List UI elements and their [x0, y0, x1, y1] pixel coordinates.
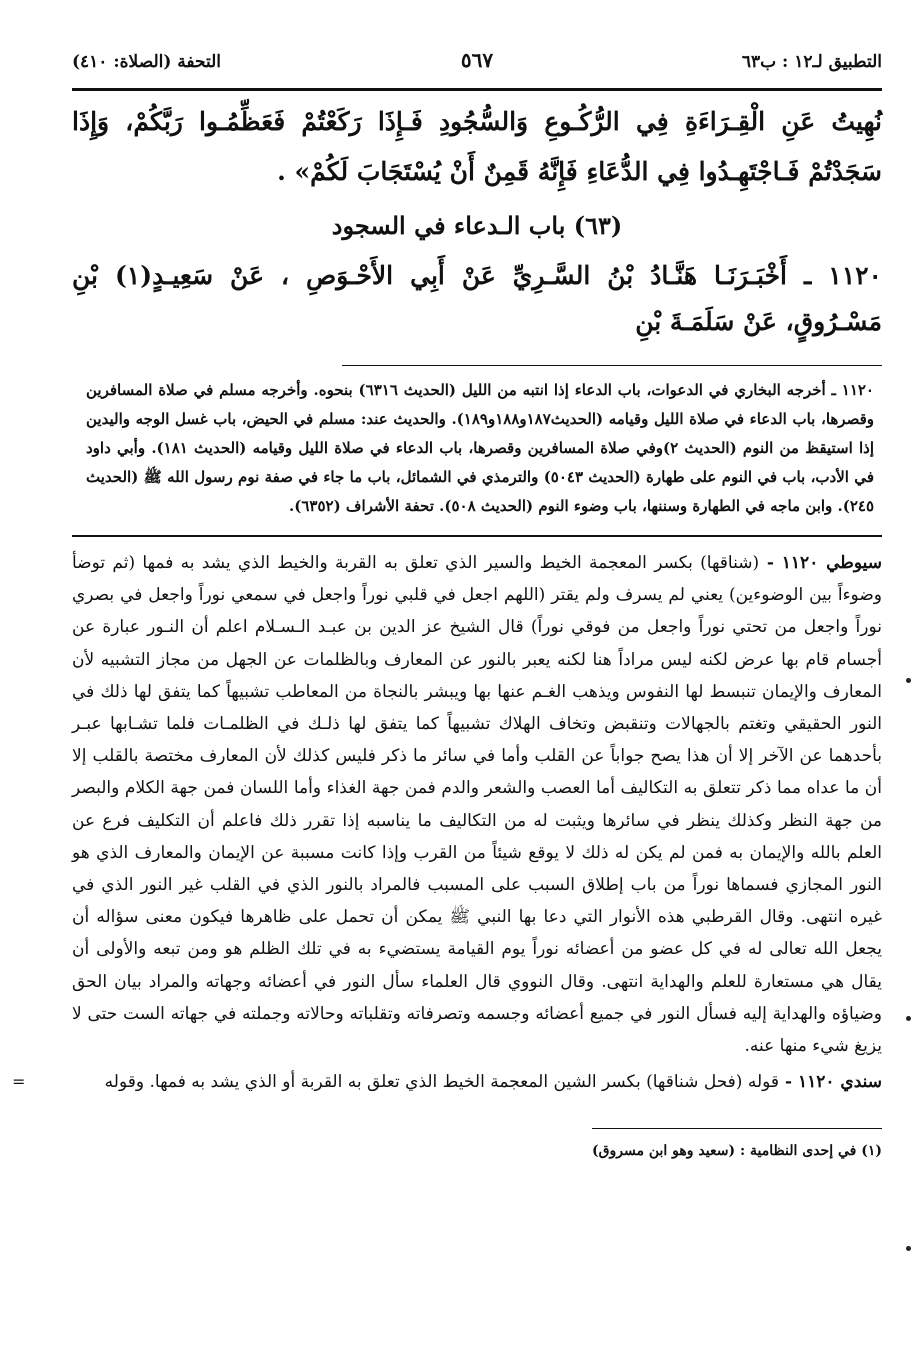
header-left: التحفة (الصلاة: ٤١٠)	[72, 52, 222, 72]
sindi-text: قوله (فحل شناقها) بكسر الشين المعجمة الخيط الذي تعلق به القربة أو الذي يشد به فمها. وقوله	[104, 1072, 780, 1093]
margin-dot	[906, 1246, 911, 1251]
margin-dot	[906, 1016, 911, 1021]
continuation-mark: =	[12, 1072, 26, 1092]
suyuti-label: سيوطي ١١٢٠ -	[759, 553, 882, 573]
takhrij-note: ١١٢٠ ـ أخرجه البخاري في الدعوات، باب الدعاء إذا انتبه من الليل (الحديث ٦٣١٦) بنحوه. وأخرجه مسلم في صلاة المسافرين وقصرها، باب الدعاء في صلاة الليل وقيامه (الحديث١٨٧و١٨٨و١٨٩). والحديث عند: مسلم في الحيض، باب غسل الوجه واليدين إذا استيقظ من النوم (الحديث ٢)وفي صلاة المسافرين وقصرها، باب الدعاء في صلاة الليل وقيامه (الحديث ١٨١). وأبي داود في الأدب، باب في النوم على طهارة (الحديث ٥٠٤٣) والترمذي في الشمائل، باب ما جاء في صفة نوم رسول الله ﷺ (الحديث ٢٤٥). وابن ماجه في الطهارة وسننها، باب وضوء النوم (الحديث ٥٠٨). تحفة الأشراف (٦٣٥٢).	[86, 381, 875, 515]
suyuti-commentary	[72, 547, 882, 1062]
margin-dot	[906, 678, 911, 683]
takhrij-rule	[342, 365, 882, 366]
page	[12, 40, 882, 1163]
sindi-commentary	[12, 1066, 882, 1098]
commentary-rule	[72, 535, 882, 537]
hadith-1120: ١١٢٠ ـ أَخْبَـرَنَـا هَنَّـادُ بْنُ السَّـرِيِّ عَنْ أَبِي الأَحْـوَصِ ، عَنْ سَعِيـدٍ(١) بْنِ مَسْـرُوقٍ، عَنْ سَلَمَـةَ بْنِ	[72, 261, 882, 336]
suyuti-text: (شناقها) بكسر المعجمة الخيط والسير الذي تعلق به القربة والخيط الذي يشد به فمها (ثم توضأ وضوءاً بين الوضوءين) يعني لم يسرف ولم يقتر (اللهم اجعل في قلبي نوراً واجعل في سمعي نوراً واجعل في بصري نوراً واجعل من تحتي نوراً واجعل من فوقي نوراً) قال الشيخ عز الدين بن عبـد الـسـلام اعلم أن النـور عبارة عن أجسام قام بها عرض لكنه ليس مراداً هنا لكنه يعبر بالنور عن المعارف وبالظلمات عن الجهل من مجاز التشبيه لأن المعارف والإيمان تنبسط لها النفوس ويذهب الغـم عنها بها ويبشر بالنجاة من المعاطب تشبيهاً كما يتفق لها ذلك في النور الحقيقي وتغتم بالجهالات وتنقبض وتخاف الهلاك تشبيهاً كما يتفق لها ذلـك في الظلمـات فلما تشـابها عبـر بأحدهما عن الآخر إلا أن هذا يصح جواباً عن القلب وأما في سائر ما ذكر فليس كذلك لأن المعارف مختصة بالقلب إلا أن ما عداه مما ذكر تتعلق به التكاليف أما العصب والشعر والدم فمن جهة الغذاء وأما اللسان فمن جهة الكلام والبصر من جهة النظر وكذلك ينظر في سائرها ويثبت له من التكاليف ما يناسبه إذا تقرر ذلك فاعلم أن التكليف فرع عن العلم بالله والإيمان به فمن لم يكن له ذلك لا يوقع شيئاً من القرب وإذا كانت مسببة عن الإيمان والمعارف الذي هو النور المجازي فسماها نوراً من باب إطلاق السبب على المسبب فالمراد بالنور الذي في القلب غير النور الذي في غيره انتهى. وقال القرطبي هذه الأنوار التي دعا بها النبي ﷺ يمكن أن تحمل على ظاهرها فيكون معنى سؤاله أن يجعل الله تعالى له في كل عضو من أعضائه نوراً يوم القيامة يستضيء به في تلك الظلم هو ومن تبعه والأولى أن يقال هي مستعارة للعلم والهداية انتهى. وقال النووي قال العلماء سأل النور في أعضائه وجهاته والمراد بيان الحق وضياؤه والهداية إليه فسأل النور في جميع أعضائه وجسمه وتصرفاته وتقلباته وحالاته وجملته في جهاته الست حتى لا يزيغ شيء منها عنه.	[72, 553, 882, 1057]
footnote: (١) في إحدى النظامية : (سعيد وهو ابن مسروق)	[592, 1143, 882, 1160]
chapter-title: (٦٣) باب الـدعاء في السجود	[331, 211, 623, 240]
sindi-label: سندي ١١٢٠ -	[779, 1072, 882, 1093]
main-text: نُهِيتُ عَنِ الْقِـرَاءَةِ فِي الرُّكُـوعِ وَالسُّجُودِ فَـإِذَا رَكَعْتُمْ فَعَظِّمُـوا رَبَّكُمْ، وَإِذَا سَجَدْتُمْ فَـاجْتَهِـدُوا فِي الدُّعَاءِ فَإِنَّهُ قَمِنٌ أَنْ يُسْتَجَابَ لَكُمْ» .	[72, 107, 882, 186]
page-number: ٥٦٧	[460, 48, 494, 72]
footnote-rule	[592, 1128, 882, 1129]
running-header	[72, 40, 882, 88]
header-rule	[72, 88, 882, 91]
header-right: التطبيق لـ١٢ : ب٦٣	[741, 52, 882, 72]
